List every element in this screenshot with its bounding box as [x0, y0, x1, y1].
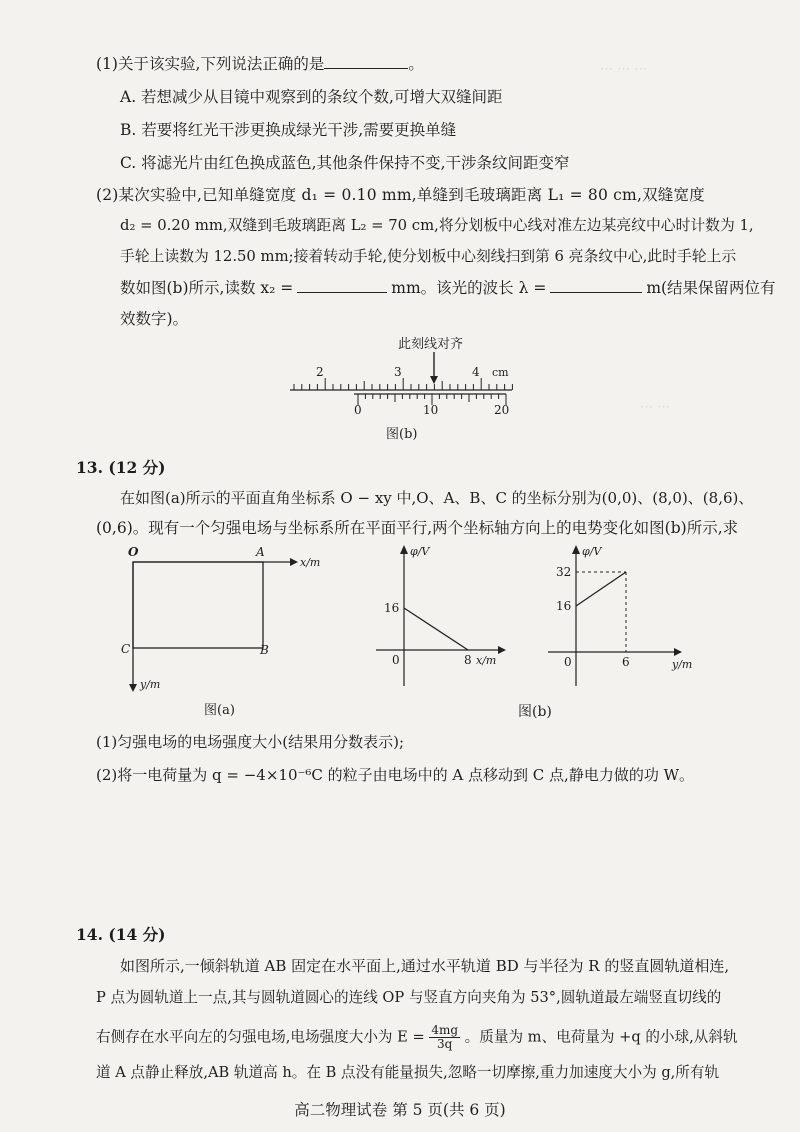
q13-sub2: (2)将一电荷量为 q = −4×10⁻⁶C 的粒子由电场中的 A 点移动到 C 点,静电力做的功 W。 — [96, 766, 695, 784]
q12-part2-line1: (2)某次实验中,已知单缝宽度 d₁ = 0.10 mm,单缝到毛玻璃距离 L₁ = 80 cm,双缝宽度 — [96, 186, 705, 204]
main-label-2: 2 — [316, 365, 324, 379]
q13-line2: (0,6)。现有一个匀强电场与坐标系所在平面平行,两个坐标轴方向上的电势变化如图(b)所示,求 — [96, 519, 739, 537]
arrow-head-icon — [430, 376, 438, 384]
figure-a-caption: 图(a) — [204, 703, 235, 718]
q12-part2-line4: 数如图(b)所示,读数 x₂ = mm。该光的波长 λ = m(结果保留两位有 — [120, 279, 776, 297]
tick-6: 6 — [622, 655, 630, 669]
y-arrow-icon — [129, 684, 137, 692]
point-O: O — [128, 545, 139, 559]
vernier-label-20: 20 — [494, 403, 510, 417]
figure-b-caption: 图(b) — [386, 427, 418, 442]
y-axis-label: y/m — [140, 678, 161, 691]
vernier-figure — [280, 332, 530, 444]
q14-line1: 如图所示,一倾斜轨道 AB 固定在水平面上,通过水平轨道 BD 与半径为 R 的竖直圆轨道相连, — [120, 957, 730, 975]
phi-y-line — [576, 572, 626, 606]
tick-32: 32 — [556, 565, 572, 579]
main-scale-ticks — [294, 378, 512, 390]
q12-option-c: C. 将滤光片由红色换成蓝色,其他条件保持不变,干涉条纹间距变窄 — [120, 154, 570, 172]
point-B: B — [260, 643, 269, 657]
q12-part1: (1)关于该实验,下列说法正确的是 。 — [96, 55, 424, 73]
y-arrow-icon — [674, 648, 682, 656]
q13-sub1: (1)匀强电场的电场强度大小(结果用分数表示); — [96, 733, 405, 751]
tick-16: 16 — [556, 599, 572, 613]
main-label-3: 3 — [394, 365, 402, 379]
q12-part2-line3: 手轮上读数为 12.50 mm;接着转动手轮,使分划板中心刻线扫到第 6 亮条纹中心,此时手轮上示 — [120, 248, 737, 265]
origin-label: 0 — [564, 655, 572, 669]
main-label-4: 4 — [472, 365, 480, 379]
figure-a — [118, 542, 338, 722]
vernier-label-10: 10 — [423, 403, 439, 417]
bleed-through-mark: ⋯ ⋯ — [640, 400, 671, 415]
q13-line1: 在如图(a)所示的平面直角坐标系 O − xy 中,O、A、B、C 的坐标分别为(0,0)、(8,0)、(8,6)、 — [120, 489, 754, 507]
phi-arrow-icon — [400, 545, 408, 554]
phi-x-graph — [370, 540, 520, 690]
rectangle-OABC — [133, 562, 263, 648]
y-label: y/m — [672, 658, 693, 671]
figure-b-caption-2: 图(b) — [518, 704, 552, 720]
q12-option-a: A. 若想减少从目镜中观察到的条纹个数,可增大双缝间距 — [120, 88, 503, 106]
q14-line2: P 点为圆轨道上一点,其与圆轨道圆心的连线 OP 与竖直方向夹角为 53°,圆轨道最左端竖直切线的 — [96, 989, 722, 1006]
point-A: A — [256, 545, 265, 559]
x-axis-label: x/m — [300, 556, 321, 569]
x-arrow-icon — [290, 558, 298, 566]
page-footer: 高二物理试卷 第 5 页(共 6 页) — [294, 1101, 506, 1119]
phi-y-graph — [540, 540, 710, 690]
q14-line3: 右侧存在水平向左的匀强电场,电场强度大小为 E = $\frac{4mg}{3q}$ 。质量为 m、电荷量为 +q 的小球,从斜轨 — [96, 1023, 738, 1051]
align-label: 此刻线对齐 — [398, 337, 464, 352]
phi-arrow-icon — [572, 545, 580, 554]
reading-blank[interactable] — [297, 278, 387, 293]
q12-part2-line5: 效数字)。 — [120, 310, 189, 328]
q13-heading: 13. (12 分) — [76, 458, 166, 477]
phi-x-line — [404, 608, 468, 650]
tick-8: 8 — [464, 653, 472, 667]
bleed-through-mark: ⋯ ⋯ ⋯ — [600, 62, 648, 77]
point-C: C — [121, 642, 131, 656]
answer-blank[interactable] — [324, 54, 408, 69]
phi-label: φ/V — [582, 545, 602, 558]
q14-heading: 14. (14 分) — [76, 925, 166, 944]
q12-part2-line2: d₂ = 0.20 mm,双缝到毛玻璃距离 L₂ = 70 cm,将分划板中心线对准左边某亮纹中心时计数为 1, — [120, 217, 754, 234]
unit-label: cm — [492, 366, 509, 379]
x-arrow-icon — [498, 646, 506, 654]
vernier-label-0: 0 — [354, 403, 362, 417]
field-fraction: $\frac{4mg}{3q}$ — [431, 1023, 459, 1051]
phi-label: φ/V — [410, 545, 430, 558]
tick-16: 16 — [384, 601, 400, 615]
q14-line4: 道 A 点静止释放,AB 轨道高 h。在 B 点没有能量损失,忽略一切摩擦,重力加速度大小为 g,所有轨 — [96, 1064, 720, 1081]
wavelength-blank[interactable] — [550, 278, 642, 293]
x-label: x/m — [476, 654, 497, 667]
q12-option-b: B. 若要将红光干涉更换成绿光干涉,需要更换单缝 — [120, 121, 457, 139]
origin-label: 0 — [392, 653, 400, 667]
